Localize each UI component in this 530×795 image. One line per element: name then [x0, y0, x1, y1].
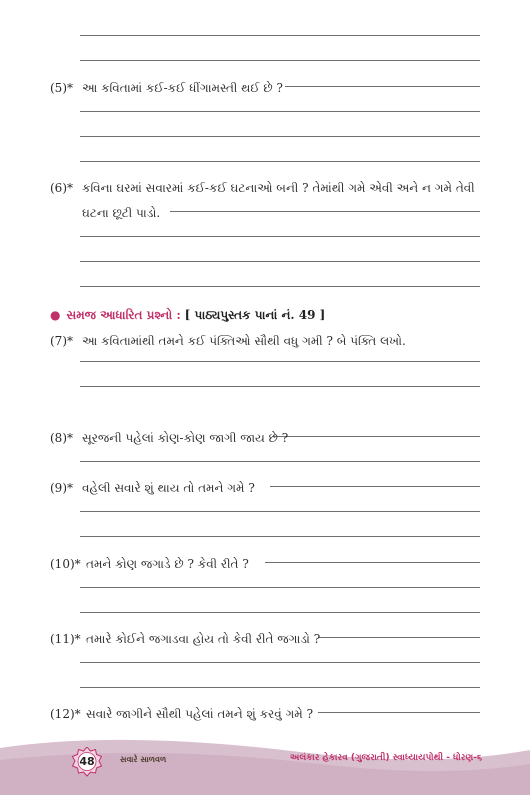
answer-line[interactable] — [80, 60, 480, 61]
answer-line[interactable] — [80, 612, 480, 613]
question-text: તમારે કોઈને જગાડવા હોય તો કેવી રીતે જગાડો ? — [86, 632, 321, 646]
footer-chapter-title: સવારે સાળવળ — [120, 755, 167, 764]
question-number: (11)* — [50, 632, 81, 646]
answer-line[interactable] — [80, 136, 480, 137]
answer-line[interactable] — [80, 35, 480, 36]
answer-line[interactable] — [80, 386, 480, 387]
answer-line[interactable] — [80, 687, 480, 688]
answer-line[interactable] — [80, 536, 480, 537]
question-7 — [50, 333, 406, 349]
answer-line[interactable] — [270, 486, 480, 487]
question-number: (7)* — [50, 334, 73, 348]
question-number: (8)* — [50, 431, 73, 445]
answer-line[interactable] — [80, 286, 480, 287]
answer-line[interactable] — [80, 587, 480, 588]
question-6 — [50, 180, 475, 196]
answer-line[interactable] — [318, 712, 480, 713]
answer-line[interactable] — [272, 436, 480, 437]
answer-line[interactable] — [80, 361, 480, 362]
textbook-reference: [ પાઠ્યપુસ્તક પાનાં નં. 49 ] — [184, 308, 326, 322]
question-text: આ કવિતામાં કઈ-કઈ ધીંગામસ્તી થઈ છે ? — [82, 81, 283, 95]
question-number: (6)* — [50, 181, 73, 195]
question-number: (12)* — [50, 707, 81, 721]
section-heading — [50, 307, 325, 323]
answer-line[interactable] — [80, 461, 480, 462]
question-10 — [50, 556, 249, 572]
question-5 — [50, 80, 283, 96]
answer-line[interactable] — [80, 161, 480, 162]
question-11 — [50, 631, 320, 647]
answer-line[interactable] — [285, 86, 480, 87]
question-text: વહેલી સવારે શું થાય તો તમને ગમે ? — [82, 481, 255, 495]
answer-line[interactable] — [170, 211, 480, 212]
question-text: તમને કોણ જગાડે છે ? કેવી રીતે ? — [86, 557, 249, 571]
question-number: (9)* — [50, 481, 73, 495]
question-12 — [50, 706, 313, 722]
answer-line[interactable] — [80, 662, 480, 663]
question-number: (5)* — [50, 81, 73, 95]
bullet-icon: ● — [50, 308, 61, 322]
answer-line[interactable] — [80, 261, 480, 262]
answer-line[interactable] — [80, 111, 480, 112]
question-text: કવિના ઘરમાં સવારમાં કઈ-કઈ ઘટનાઓ બની ? તેમાંથી ગમે એવી અને ન ગમે તેવી — [82, 181, 475, 195]
answer-line[interactable] — [265, 562, 480, 563]
section-title: સમજ આધારિત પ્રશ્નો : — [66, 308, 181, 322]
question-6-continuation: ઘટના છૂટી પાડો. — [82, 206, 161, 220]
answer-line[interactable] — [80, 511, 480, 512]
question-text: સવારે જાગીને સૌથી પહેલાં તમને શું કરવું ગમે ? — [86, 707, 314, 721]
question-text: આ કવિતામાંથી તમને કઈ પંક્તિઓ સૌથી વધુ ગમી ? બે પંક્તિ લખો. — [82, 334, 406, 348]
answer-line[interactable] — [318, 637, 480, 638]
question-8 — [50, 430, 288, 446]
question-text: સૂરજની પહેલાં કોણ-કોણ જાગી જાય છે ? — [82, 431, 289, 445]
footer-book-title: અલંકાર હેકારવ (ગુજરાતી) સ્વાધ્યાયપોથી - ધોરણ-૬ — [289, 753, 482, 763]
question-number: (10)* — [50, 557, 81, 571]
question-9 — [50, 480, 255, 496]
page-number: 48 — [79, 755, 95, 768]
answer-line[interactable] — [80, 236, 480, 237]
